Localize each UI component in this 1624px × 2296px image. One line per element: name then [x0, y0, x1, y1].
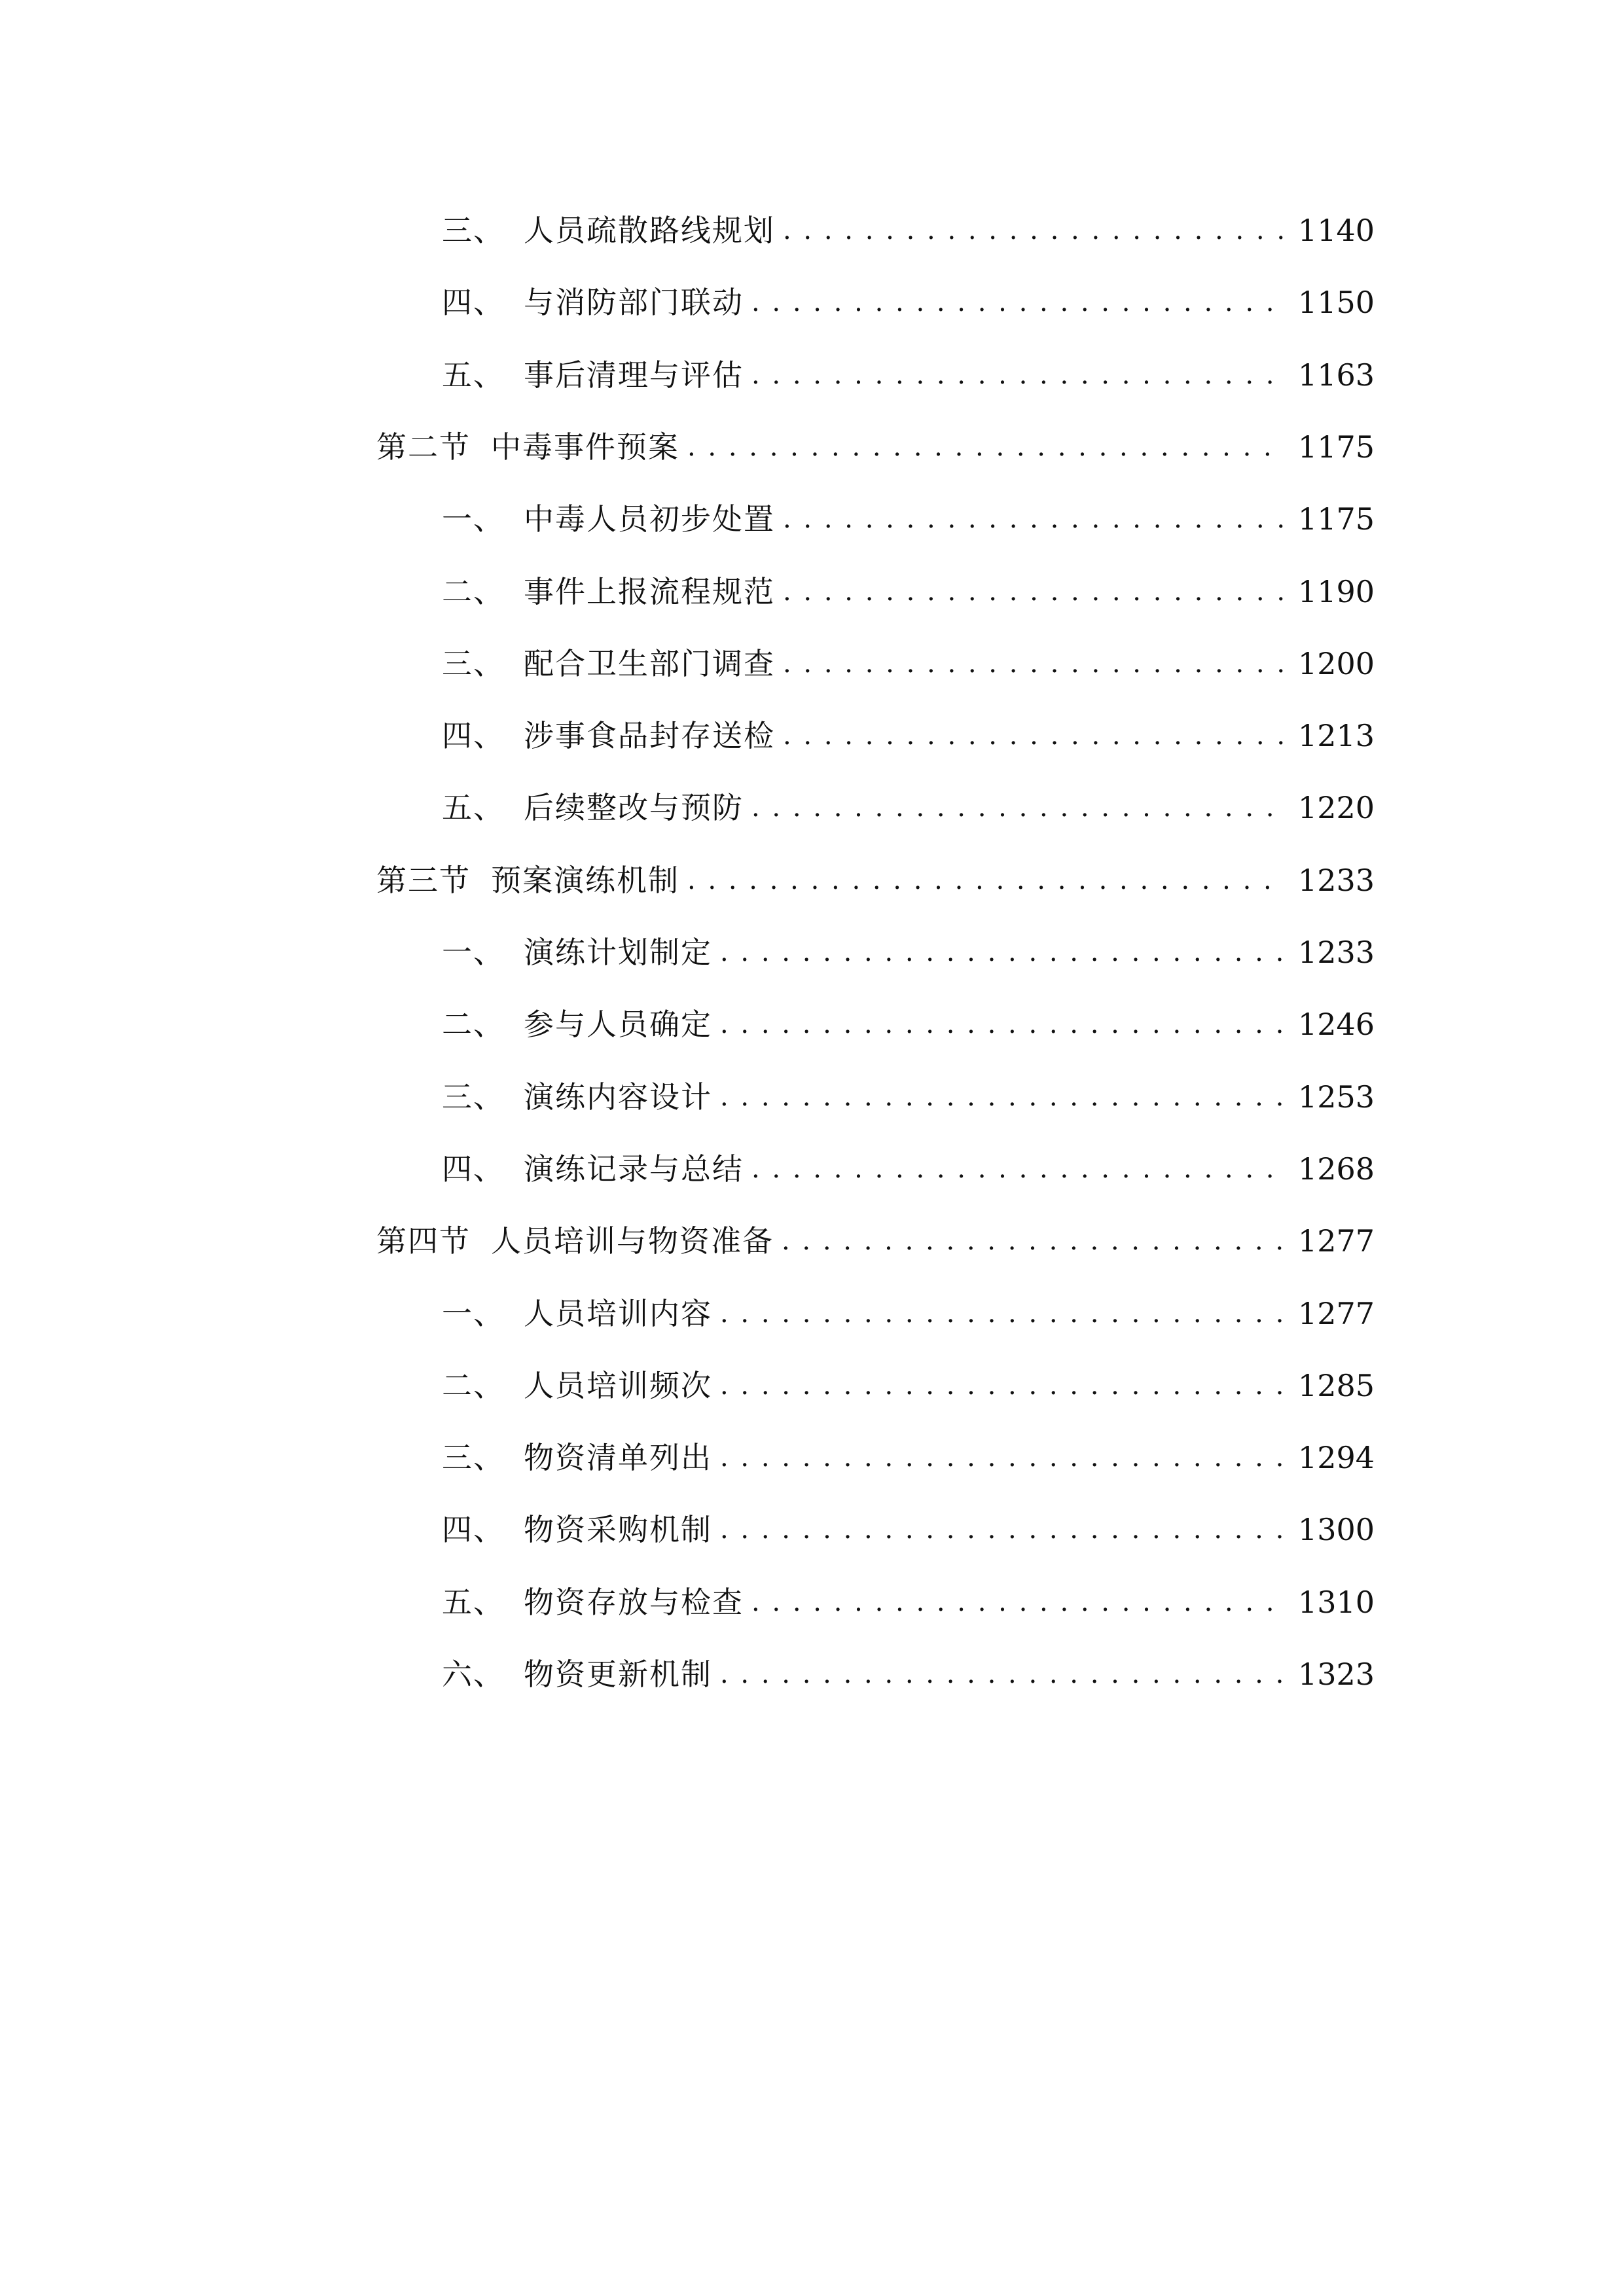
dot-leader — [720, 1287, 1286, 1340]
toc-subsection-entry[interactable] — [376, 1576, 1375, 1628]
toc-entry-number: 四、 — [442, 285, 505, 320]
toc-section-entry[interactable] — [376, 854, 1375, 906]
toc-entry-text — [376, 1287, 712, 1340]
toc-subsection-entry[interactable] — [376, 709, 1375, 762]
toc-entry-title: 演练内容设计 — [524, 1079, 712, 1115]
dot-leader — [751, 349, 1286, 401]
toc-page-number: 1220 — [1297, 790, 1375, 825]
toc-page-number: 1150 — [1297, 285, 1375, 320]
toc-entry-number: 五、 — [442, 1585, 505, 1620]
toc-entry-title: 中毒事件预案 — [491, 429, 679, 465]
toc-entry-text — [376, 349, 744, 401]
toc-entry-number: 五、 — [442, 790, 505, 825]
toc-entry-text — [376, 493, 775, 545]
toc-entry-text — [376, 204, 775, 257]
toc-page-number: 1246 — [1297, 1007, 1375, 1042]
toc-entry-number: 第二节 — [376, 429, 471, 465]
toc-subsection-entry[interactable] — [376, 276, 1375, 329]
toc-subsection-entry[interactable] — [376, 349, 1375, 401]
dot-leader — [782, 1215, 1286, 1267]
toc-subsection-entry[interactable] — [376, 1648, 1375, 1700]
dot-leader — [783, 493, 1286, 545]
dot-leader — [783, 204, 1286, 257]
toc-entry-number: 一、 — [442, 1296, 505, 1331]
toc-subsection-entry[interactable] — [376, 1431, 1375, 1484]
toc-entry-title: 事件上报流程规范 — [524, 574, 775, 609]
toc-entry-number: 第三节 — [376, 863, 471, 898]
toc-entry-title: 演练计划制定 — [524, 935, 712, 970]
toc-entry-title: 人员培训与物资准备 — [491, 1223, 774, 1259]
toc-subsection-entry[interactable] — [376, 926, 1375, 978]
toc-entry-text — [376, 1143, 744, 1195]
toc-entry-text — [376, 926, 712, 978]
toc-entry-number: 一、 — [442, 501, 505, 537]
toc-entry-title: 物资采购机制 — [524, 1512, 712, 1547]
toc-entry-number: 一、 — [442, 935, 505, 970]
dot-leader — [720, 998, 1286, 1050]
toc-page-number: 1213 — [1297, 718, 1375, 753]
toc-subsection-entry[interactable] — [376, 1071, 1375, 1123]
toc-entry-text — [376, 637, 775, 690]
toc-entry-title: 物资存放与检查 — [524, 1585, 744, 1620]
toc-entry-number: 二、 — [442, 1368, 505, 1403]
toc-entry-title: 涉事食品封存送检 — [524, 718, 775, 753]
toc-entry-text — [376, 276, 744, 329]
dot-leader — [751, 1576, 1286, 1628]
toc-entry-text — [376, 709, 775, 762]
toc-entry-text — [376, 998, 712, 1050]
toc-page-number: 1175 — [1297, 429, 1375, 465]
toc-entry-text — [376, 854, 679, 906]
toc-page-number: 1163 — [1297, 357, 1375, 393]
toc-section-entry[interactable] — [376, 1215, 1375, 1267]
toc-entry-number: 二、 — [442, 574, 505, 609]
toc-page-number: 1200 — [1297, 646, 1375, 681]
toc-entry-text — [376, 1431, 712, 1484]
toc-subsection-entry[interactable] — [376, 637, 1375, 690]
toc-page-number: 1294 — [1297, 1440, 1375, 1475]
toc-entry-title: 参与人员确定 — [524, 1007, 712, 1042]
toc-subsection-entry[interactable] — [376, 998, 1375, 1050]
toc-entry-number: 五、 — [442, 357, 505, 393]
toc-entry-text — [376, 1503, 712, 1556]
toc-entry-title: 配合卫生部门调查 — [524, 646, 775, 681]
dot-leader — [720, 1431, 1286, 1484]
toc-entry-text — [376, 565, 775, 618]
toc-subsection-entry[interactable] — [376, 204, 1375, 257]
toc-entry-number: 四、 — [442, 1512, 505, 1547]
dot-leader — [720, 926, 1286, 978]
toc-entry-text — [376, 1359, 712, 1412]
toc-entry-text — [376, 1648, 712, 1700]
dot-leader — [783, 565, 1286, 618]
dot-leader — [720, 1503, 1286, 1556]
toc-page-number: 1268 — [1297, 1151, 1375, 1187]
toc-subsection-entry[interactable] — [376, 781, 1375, 834]
toc-entry-title: 物资清单列出 — [524, 1440, 712, 1475]
toc-page-number: 1277 — [1297, 1223, 1375, 1259]
toc-entry-number: 六、 — [442, 1657, 505, 1692]
toc-page-number: 1233 — [1297, 863, 1375, 898]
toc-subsection-entry[interactable] — [376, 1143, 1375, 1195]
dot-leader — [751, 276, 1286, 329]
toc-entry-text — [376, 1215, 774, 1267]
dot-leader — [783, 709, 1286, 762]
toc-entry-title: 预案演练机制 — [491, 863, 679, 898]
toc-entry-number: 四、 — [442, 1151, 505, 1187]
toc-entry-text — [376, 1071, 712, 1123]
dot-leader — [687, 421, 1286, 473]
dot-leader — [720, 1648, 1286, 1700]
toc-entry-title: 中毒人员初步处置 — [524, 501, 775, 537]
toc-page-number: 1140 — [1297, 213, 1375, 248]
dot-leader — [751, 781, 1286, 834]
toc-page-number: 1175 — [1297, 501, 1375, 537]
toc-entry-title: 人员培训内容 — [524, 1296, 712, 1331]
toc-entry-text — [376, 421, 679, 473]
toc-page-number: 1310 — [1297, 1585, 1375, 1620]
toc-subsection-entry[interactable] — [376, 1359, 1375, 1412]
toc-subsection-entry[interactable] — [376, 1287, 1375, 1340]
toc-entry-title: 与消防部门联动 — [524, 285, 744, 320]
toc-entry-number: 四、 — [442, 718, 505, 753]
dot-leader — [783, 637, 1286, 690]
toc-page-number: 1285 — [1297, 1368, 1375, 1403]
toc-entry-number: 三、 — [442, 1079, 505, 1115]
dot-leader — [720, 1071, 1286, 1123]
toc-page-number: 1277 — [1297, 1296, 1375, 1331]
toc-entry-title: 演练记录与总结 — [524, 1151, 744, 1187]
toc-entry-number: 二、 — [442, 1007, 505, 1042]
toc-entry-number: 第四节 — [376, 1223, 471, 1259]
toc-page-number: 1253 — [1297, 1079, 1375, 1115]
toc-page-number: 1300 — [1297, 1512, 1375, 1547]
toc-subsection-entry[interactable] — [376, 565, 1375, 618]
dot-leader — [687, 854, 1286, 906]
toc-entry-title: 事后清理与评估 — [524, 357, 744, 393]
dot-leader — [751, 1143, 1286, 1195]
toc-subsection-entry[interactable] — [376, 1503, 1375, 1556]
dot-leader — [720, 1359, 1286, 1412]
toc-page-number: 1323 — [1297, 1657, 1375, 1692]
toc-entry-number: 三、 — [442, 1440, 505, 1475]
toc-page-number: 1190 — [1297, 574, 1375, 609]
toc-entry-title: 人员疏散路线规划 — [524, 213, 775, 248]
toc-entry-text — [376, 1576, 744, 1628]
toc-subsection-entry[interactable] — [376, 493, 1375, 545]
toc-section-entry[interactable] — [376, 421, 1375, 473]
toc-entry-number: 三、 — [442, 213, 505, 248]
toc-entry-text — [376, 781, 744, 834]
toc-entry-title: 人员培训频次 — [524, 1368, 712, 1403]
toc-page-number: 1233 — [1297, 935, 1375, 970]
toc-entry-number: 三、 — [442, 646, 505, 681]
toc-entry-title: 物资更新机制 — [524, 1657, 712, 1692]
toc-entry-title: 后续整改与预防 — [524, 790, 744, 825]
